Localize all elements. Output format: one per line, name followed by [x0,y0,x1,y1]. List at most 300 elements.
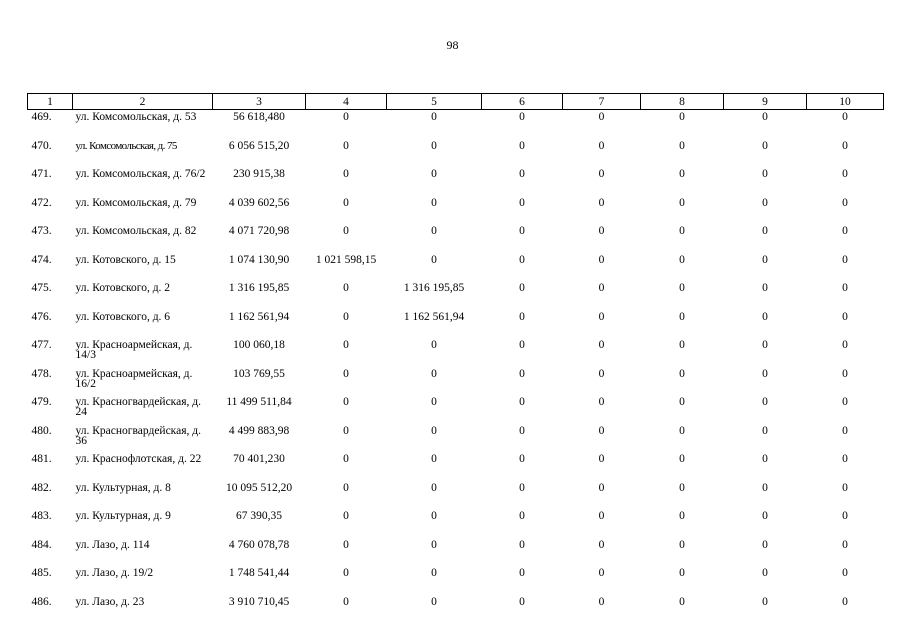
value-cell [306,196,387,225]
value-cell [807,338,884,367]
cell-text: 0 [343,396,349,408]
cell-text: 0 [842,310,848,323]
value-cell [641,253,724,282]
cell-text: 0 [519,253,525,266]
table-row [28,538,884,567]
row-number [28,253,73,282]
cell-text: 0 [519,424,525,437]
value-cell [213,224,306,253]
row-number [28,566,73,595]
value-cell [724,310,807,339]
value-cell [306,538,387,567]
cell-text: 3 910 710,45 [228,595,290,608]
page-number: 98 [446,38,459,52]
value-cell [807,139,884,168]
cell-text: ул. Культурная, д. 9 [75,510,171,522]
value-cell [641,110,724,139]
value-cell [563,538,641,567]
value-cell [807,367,884,396]
value-cell [482,310,563,339]
value-cell [482,481,563,510]
value-cell [387,452,482,481]
row-number [28,281,73,310]
cell-text: 6 056 515,20 [228,139,290,152]
address-cell [73,367,213,396]
value-cell [563,224,641,253]
cell-text: 480. [31,424,52,437]
value-cell [641,538,724,567]
cell-text: 0 [679,396,685,408]
cell-text: 477. [31,339,52,351]
column-header-6: 6 [482,94,563,110]
value-cell [807,310,884,339]
value-cell [563,481,641,510]
table-row [28,595,884,624]
value-cell [724,167,807,196]
value-cell [387,310,482,339]
cell-text: 0 [842,510,848,522]
value-cell [213,595,306,624]
cell-text: 0 [431,538,437,551]
cell-text: 0 [598,168,605,180]
value-cell [724,338,807,367]
table-row [28,310,884,339]
cell-text: ул. Комсомольская, д. 82 [75,225,197,237]
address-cell [73,424,213,453]
cell-text: 0 [598,396,605,408]
cell-text: 0 [842,453,848,465]
value-cell [387,196,482,225]
value-cell [563,395,641,424]
value-cell [563,424,641,453]
cell-text: 0 [431,510,437,522]
value-cell [387,253,482,282]
value-cell [563,566,641,595]
cell-text: 476. [31,310,52,323]
cell-text: 0 [519,225,525,237]
table-row [28,481,884,510]
cell-text: 0 [519,595,525,608]
cell-text: 483. [31,510,52,522]
value-cell [213,481,306,510]
cell-text: 4 499 883,98 [228,424,290,437]
value-cell [807,452,884,481]
value-cell [387,139,482,168]
value-cell [387,538,482,567]
cell-text: 0 [679,282,685,294]
value-cell [563,338,641,367]
cell-text: 481. [31,453,52,465]
value-cell [482,538,563,567]
cell-text: 4 760 078,78 [228,538,290,551]
cell-text: 1 074 130,90 [228,253,290,266]
cell-text: 0 [519,481,525,494]
row-number [28,224,73,253]
cell-text: 0 [762,225,768,237]
value-cell [482,167,563,196]
value-cell [482,452,563,481]
row-number [28,452,73,481]
cell-text: 0 [842,111,848,123]
value-cell [306,509,387,538]
cell-text: 0 [343,196,349,209]
value-cell [213,452,306,481]
table-row [28,281,884,310]
cell-text: 474. [31,253,52,266]
cell-text: 0 [679,139,685,152]
cell-text: 230 915,38 [233,168,285,180]
value-cell [482,196,563,225]
cell-text: 0 [431,424,437,437]
cell-text: 100 060,18 [233,339,285,351]
cell-text: 0 [842,567,848,579]
table-row [28,253,884,282]
value-cell [482,110,563,139]
cell-text: 473. [31,225,52,237]
cell-text: 0 [679,339,685,351]
cell-text: ул. Краснофлотская, д. 22 [75,453,202,465]
value-cell [482,595,563,624]
value-cell [387,367,482,396]
cell-text: 0 [762,510,768,522]
value-cell [482,395,563,424]
value-cell [563,595,641,624]
value-cell [306,566,387,595]
value-cell [563,253,641,282]
value-cell [306,424,387,453]
cell-text: 0 [762,367,768,380]
cell-text: ул. Лазо, д. 19/2 [75,567,154,579]
cell-text: 0 [842,595,848,608]
cell-text: 0 [679,567,685,579]
cell-text: 0 [343,225,349,237]
cell-text: 103 769,55 [233,367,285,380]
cell-text: 0 [842,481,848,494]
cell-text: ул. Котовского, д. 2 [75,282,171,294]
cell-text: 478. [31,367,52,380]
cell-text: 0 [679,510,685,522]
cell-text: 0 [842,139,848,152]
cell-text: 1 162 561,94 [228,310,290,323]
value-cell [387,167,482,196]
cell-text: 0 [343,510,349,522]
cell-text: 0 [598,339,605,351]
value-cell [807,424,884,453]
value-cell [563,452,641,481]
value-cell [387,338,482,367]
table-row [28,167,884,196]
value-cell [306,338,387,367]
value-cell [306,452,387,481]
value-cell [306,167,387,196]
value-cell [306,224,387,253]
cell-text: 469. [31,111,52,123]
cell-text: 0 [762,196,768,209]
value-cell [306,395,387,424]
cell-text: 1 316 195,85 [403,282,465,294]
value-cell [563,509,641,538]
value-cell [641,395,724,424]
value-cell [641,481,724,510]
value-cell [387,224,482,253]
cell-text: 0 [762,139,768,152]
cell-text: 0 [679,168,685,180]
cell-text: 0 [842,339,848,351]
address-cell [73,452,213,481]
cell-text: 0 [343,481,349,494]
table-row [28,110,884,139]
address-cell [73,566,213,595]
cell-text: 56 618,480 [233,111,285,123]
cell-text: 486. [31,595,52,608]
cell-text: 0 [842,253,848,266]
value-cell [213,281,306,310]
cell-text: 0 [762,567,768,579]
cell-text: 0 [679,595,685,608]
value-cell [807,167,884,196]
cell-text: 0 [762,595,768,608]
address-cell [73,481,213,510]
cell-text: 0 [343,367,349,380]
value-cell [641,367,724,396]
row-number [28,310,73,339]
cell-text: 4 071 720,98 [228,225,290,237]
value-cell [724,281,807,310]
cell-text: 70 401,230 [233,453,285,465]
cell-text: 0 [679,453,685,465]
cell-text: 0 [431,111,437,123]
row-number [28,196,73,225]
column-header-9: 9 [724,94,807,110]
table-row [28,452,884,481]
cell-text: 482. [31,481,52,494]
cell-text: 0 [598,510,605,522]
value-cell [641,196,724,225]
value-cell [387,110,482,139]
cell-text: 0 [679,424,685,437]
cell-text: ул. Комсомольская, д. 53 [75,111,197,123]
cell-text: 0 [842,196,848,209]
address-cell [73,167,213,196]
value-cell [482,566,563,595]
cell-text: 0 [343,424,349,437]
cell-text: 472. [31,196,52,209]
cell-text: 0 [343,538,349,551]
cell-text: 485. [31,567,52,579]
column-header-4: 4 [306,94,387,110]
cell-text: 0 [343,168,349,180]
column-header-5: 5 [387,94,482,110]
cell-text: 0 [762,168,768,180]
row-number [28,167,73,196]
value-cell [807,224,884,253]
value-cell [724,452,807,481]
value-cell [213,424,306,453]
cell-text: 0 [679,111,685,123]
value-cell [641,452,724,481]
value-cell [563,167,641,196]
row-number [28,595,73,624]
cell-text: 0 [519,168,525,180]
cell-text: 0 [519,196,525,209]
row-number [28,338,73,367]
table-row [28,367,884,396]
address-cell [73,196,213,225]
value-cell [482,139,563,168]
cell-text: 0 [679,225,685,237]
address-cell [73,310,213,339]
value-cell [641,338,724,367]
cell-text: 0 [598,567,605,579]
value-cell [387,481,482,510]
value-cell [641,167,724,196]
value-cell [807,395,884,424]
value-cell [807,253,884,282]
value-cell [641,509,724,538]
value-cell [724,224,807,253]
value-cell [724,367,807,396]
address-cell [73,224,213,253]
cell-text: 0 [343,282,349,294]
value-cell [563,110,641,139]
value-cell [807,196,884,225]
value-cell [724,595,807,624]
value-cell [306,110,387,139]
address-cell [73,595,213,624]
value-cell [563,196,641,225]
cell-text: 0 [679,481,685,494]
cell-text: 475. [31,282,52,294]
row-number [28,509,73,538]
cell-text: 484. [31,538,52,551]
cell-text: 0 [343,111,349,123]
cell-text: 0 [598,367,605,380]
value-cell [724,424,807,453]
cell-text: 0 [842,367,848,380]
table-body [28,110,884,624]
address-cell [73,338,213,367]
value-cell [213,566,306,595]
value-cell [306,595,387,624]
value-cell [641,224,724,253]
cell-text: 0 [431,339,437,351]
address-cell [73,395,213,424]
address-cell [73,281,213,310]
value-cell [724,566,807,595]
table-row [28,395,884,424]
cell-text: 0 [598,424,605,437]
cell-text: 0 [431,225,437,237]
value-cell [213,538,306,567]
table-row [28,566,884,595]
cell-text: 0 [762,396,768,408]
cell-text: 0 [431,595,437,608]
table-row [28,338,884,367]
value-cell [807,538,884,567]
value-cell [482,224,563,253]
cell-text: ул. Культурная, д. 8 [75,481,171,494]
value-cell [807,110,884,139]
cell-text: 0 [431,253,437,266]
cell-text: 0 [343,595,349,608]
cell-text: 0 [519,538,525,551]
value-cell [641,424,724,453]
cell-text: ул. Комсомольская, д. 79 [75,196,197,209]
value-cell [807,595,884,624]
value-cell [724,139,807,168]
row-number [28,367,73,396]
row-number [28,110,73,139]
value-cell [306,281,387,310]
value-cell [306,367,387,396]
column-header-3: 3 [213,94,306,110]
value-cell [387,595,482,624]
cell-text: 0 [519,339,525,351]
value-cell [641,139,724,168]
value-cell [306,310,387,339]
cell-text: ул. Красноармейская, д. 14/3 [75,339,193,361]
value-cell [724,395,807,424]
value-cell [807,281,884,310]
value-cell [387,566,482,595]
cell-text: 0 [431,481,437,494]
value-cell [387,395,482,424]
value-cell [213,253,306,282]
value-cell [724,538,807,567]
cell-text: 0 [519,310,525,323]
cell-text: 0 [842,424,848,437]
cell-text: 0 [519,282,525,294]
cell-text: 0 [343,310,349,323]
cell-text: ул. Красногвардейская, д. 24 [75,396,201,418]
column-header-8: 8 [641,94,724,110]
cell-text: 0 [762,538,768,551]
column-header-1: 1 [28,94,73,110]
cell-text: 0 [679,196,685,209]
cell-text: 11 499 511,84 [226,396,292,408]
cell-text: 0 [762,453,768,465]
address-cell [73,139,213,168]
cell-text: 0 [519,510,525,522]
header-row [28,94,884,110]
cell-text: 4 039 602,56 [228,196,290,209]
table-row [28,509,884,538]
cell-text: 0 [343,453,349,465]
cell-text: 0 [519,111,525,123]
value-cell [213,167,306,196]
row-number [28,538,73,567]
value-cell [807,566,884,595]
table-row [28,139,884,168]
cell-text: 0 [762,339,768,351]
value-cell [213,110,306,139]
cell-text: 0 [842,396,848,408]
cell-text: 0 [431,168,437,180]
table-row [28,224,884,253]
cell-text: 0 [842,538,848,551]
value-cell [724,196,807,225]
value-cell [563,367,641,396]
cell-text: 0 [679,310,685,323]
value-cell [724,253,807,282]
row-number [28,424,73,453]
address-cell [73,509,213,538]
cell-text: 0 [762,111,768,123]
value-cell [641,566,724,595]
table-row [28,196,884,225]
row-number [28,139,73,168]
value-cell [387,509,482,538]
